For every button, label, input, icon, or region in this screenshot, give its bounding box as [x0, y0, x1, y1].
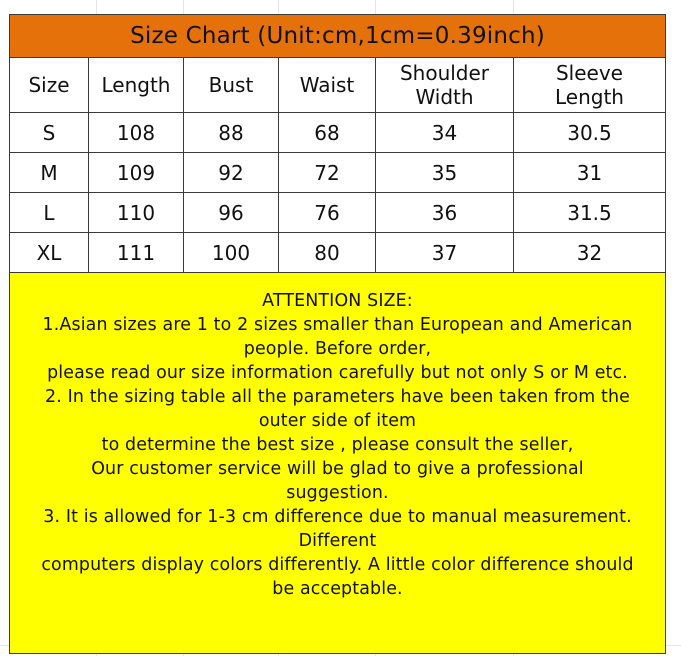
- bust-cell: 96: [184, 193, 279, 233]
- notice-line: 3. It is allowed for 1-3 cm difference due to manual measurement.: [43, 507, 632, 527]
- waist-cell: 72: [279, 153, 376, 193]
- attention-notice: [10, 273, 666, 654]
- notice-line: be acceptable.: [272, 579, 403, 599]
- length-cell: 108: [89, 113, 184, 153]
- notice-line: 1.Asian sizes are 1 to 2 sizes smaller than European and American: [42, 315, 633, 335]
- table-row: [10, 153, 666, 193]
- shoulder-width-cell: 37: [376, 233, 514, 273]
- shoulder-width-cell: 35: [376, 153, 514, 193]
- notice-line: please read our size information carefully but not only S or M etc.: [47, 363, 628, 383]
- table-row: [10, 233, 666, 273]
- waist-cell: 80: [279, 233, 376, 273]
- size-chart-table: [9, 14, 666, 654]
- notice-line: suggestion.: [286, 483, 389, 503]
- notice-line: Our customer service will be glad to give a professional: [91, 459, 584, 479]
- column-header-shoulder-width: Shoulder Width: [376, 58, 514, 113]
- notice-line: computers display colors differently. A little color difference should: [41, 555, 634, 575]
- table-row: [10, 193, 666, 233]
- notice-line: outer side of item: [258, 411, 417, 431]
- header-row: [10, 58, 666, 113]
- column-header-waist: Waist: [279, 58, 376, 113]
- size-cell: M: [10, 153, 89, 193]
- shoulder-width-cell: 36: [376, 193, 514, 233]
- length-cell: 111: [89, 233, 184, 273]
- waist-cell: 76: [279, 193, 376, 233]
- table-row: [10, 113, 666, 153]
- column-header-sleeve-length: Sleeve Length: [514, 58, 666, 113]
- column-header-size: Size: [10, 58, 89, 113]
- chart-title: Size Chart (Unit:cm,1cm=0.39inch): [10, 15, 666, 58]
- column-header-bust: Bust: [184, 58, 279, 113]
- notice-line: 2. In the sizing table all the parameters have been taken from the: [45, 387, 630, 407]
- notice-line: people. Before order,: [243, 339, 432, 359]
- size-chart-sheet: [9, 14, 665, 634]
- size-cell: XL: [10, 233, 89, 273]
- length-cell: 109: [89, 153, 184, 193]
- notice-heading: ATTENTION SIZE:: [262, 291, 413, 311]
- notice-line: to determine the best size , please consult the seller,: [101, 435, 574, 455]
- shoulder-width-cell: 34: [376, 113, 514, 153]
- length-cell: 110: [89, 193, 184, 233]
- column-header-length: Length: [89, 58, 184, 113]
- waist-cell: 68: [279, 113, 376, 153]
- sleeve-length-cell: 32: [514, 233, 666, 273]
- bust-cell: 100: [184, 233, 279, 273]
- size-cell: L: [10, 193, 89, 233]
- sleeve-length-cell: 31.5: [514, 193, 666, 233]
- bust-cell: 92: [184, 153, 279, 193]
- bust-cell: 88: [184, 113, 279, 153]
- sleeve-length-cell: 30.5: [514, 113, 666, 153]
- sleeve-length-cell: 31: [514, 153, 666, 193]
- notice-line: Different: [298, 531, 377, 551]
- size-cell: S: [10, 113, 89, 153]
